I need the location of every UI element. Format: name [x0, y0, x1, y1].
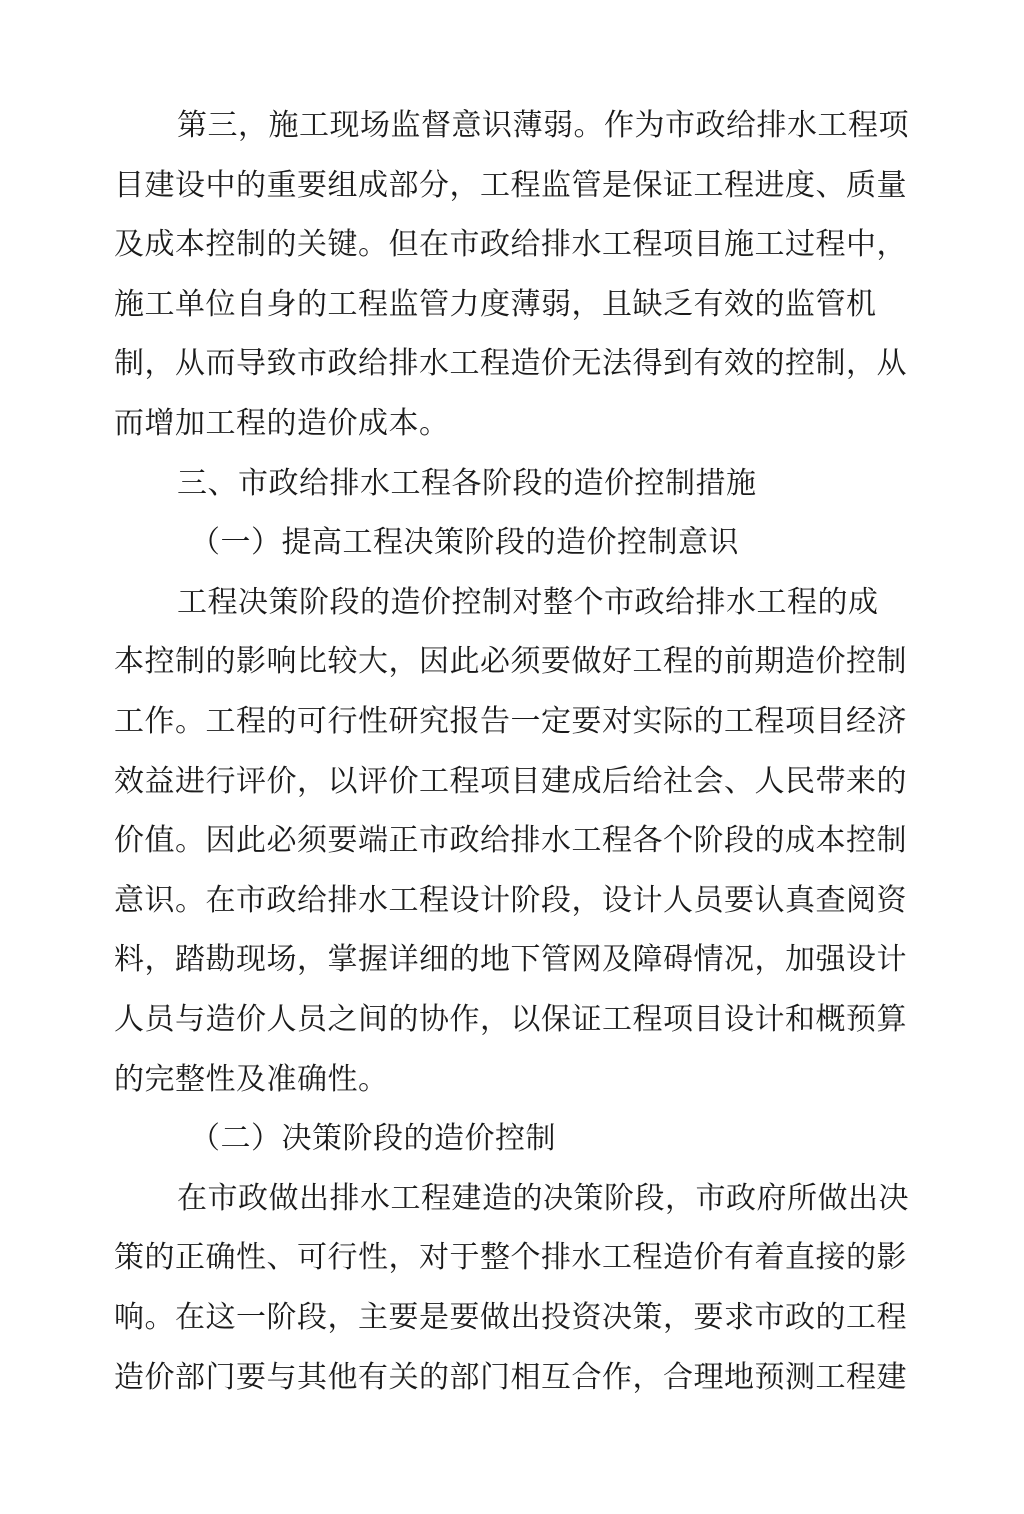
text-line: 人员与造价人员之间的协作，以保证工程项目设计和概预算: [114, 1002, 907, 1037]
text-line: 料，踏勘现场，掌握详细的地下管网及障碍情况，加强设计: [114, 942, 907, 977]
text-line: 及成本控制的关键。但在市政给排水工程项目施工过程中，: [114, 227, 907, 262]
text-line: 策的正确性、可行性，对于整个排水工程造价有着直接的影: [114, 1240, 907, 1275]
subsection-heading: （一）提高工程决策阶段的造价控制意识: [190, 525, 739, 560]
text-line: 施工单位自身的工程监管力度薄弱，且缺乏有效的监管机: [114, 287, 877, 322]
subsection-heading: （二）决策阶段的造价控制: [190, 1121, 556, 1156]
section-heading: 三、市政给排水工程各阶段的造价控制措施: [177, 466, 757, 501]
text-line: 工作。工程的可行性研究报告一定要对实际的工程项目经济: [114, 704, 907, 739]
text-line: 效益进行评价，以评价工程项目建成后给社会、人民带来的: [114, 764, 907, 799]
text-line: 响。在这一阶段，主要是要做出投资决策，要求市政的工程: [114, 1300, 907, 1335]
text-line: 在市政做出排水工程建造的决策阶段，市政府所做出决: [177, 1181, 909, 1216]
text-line: 目建设中的重要组成部分，工程监管是保证工程进度、质量: [114, 168, 907, 203]
text-line: 第三，施工现场监督意识薄弱。作为市政给排水工程项: [177, 108, 909, 143]
text-line: 的完整性及准确性。: [114, 1062, 389, 1097]
text-line: 本控制的影响比较大，因此必须要做好工程的前期造价控制: [114, 644, 907, 679]
text-line: 意识。在市政给排水工程设计阶段，设计人员要认真查阅资: [114, 883, 907, 918]
text-line: 而增加工程的造价成本。: [114, 406, 450, 441]
text-line: 价值。因此必须要端正市政给排水工程各个阶段的成本控制: [114, 823, 907, 858]
text-line: 造价部门要与其他有关的部门相互合作，合理地预测工程建: [114, 1360, 907, 1395]
text-line: 工程决策阶段的造价控制对整个市政给排水工程的成: [177, 585, 879, 620]
text-line: 制，从而导致市政给排水工程造价无法得到有效的控制，从: [114, 346, 907, 381]
